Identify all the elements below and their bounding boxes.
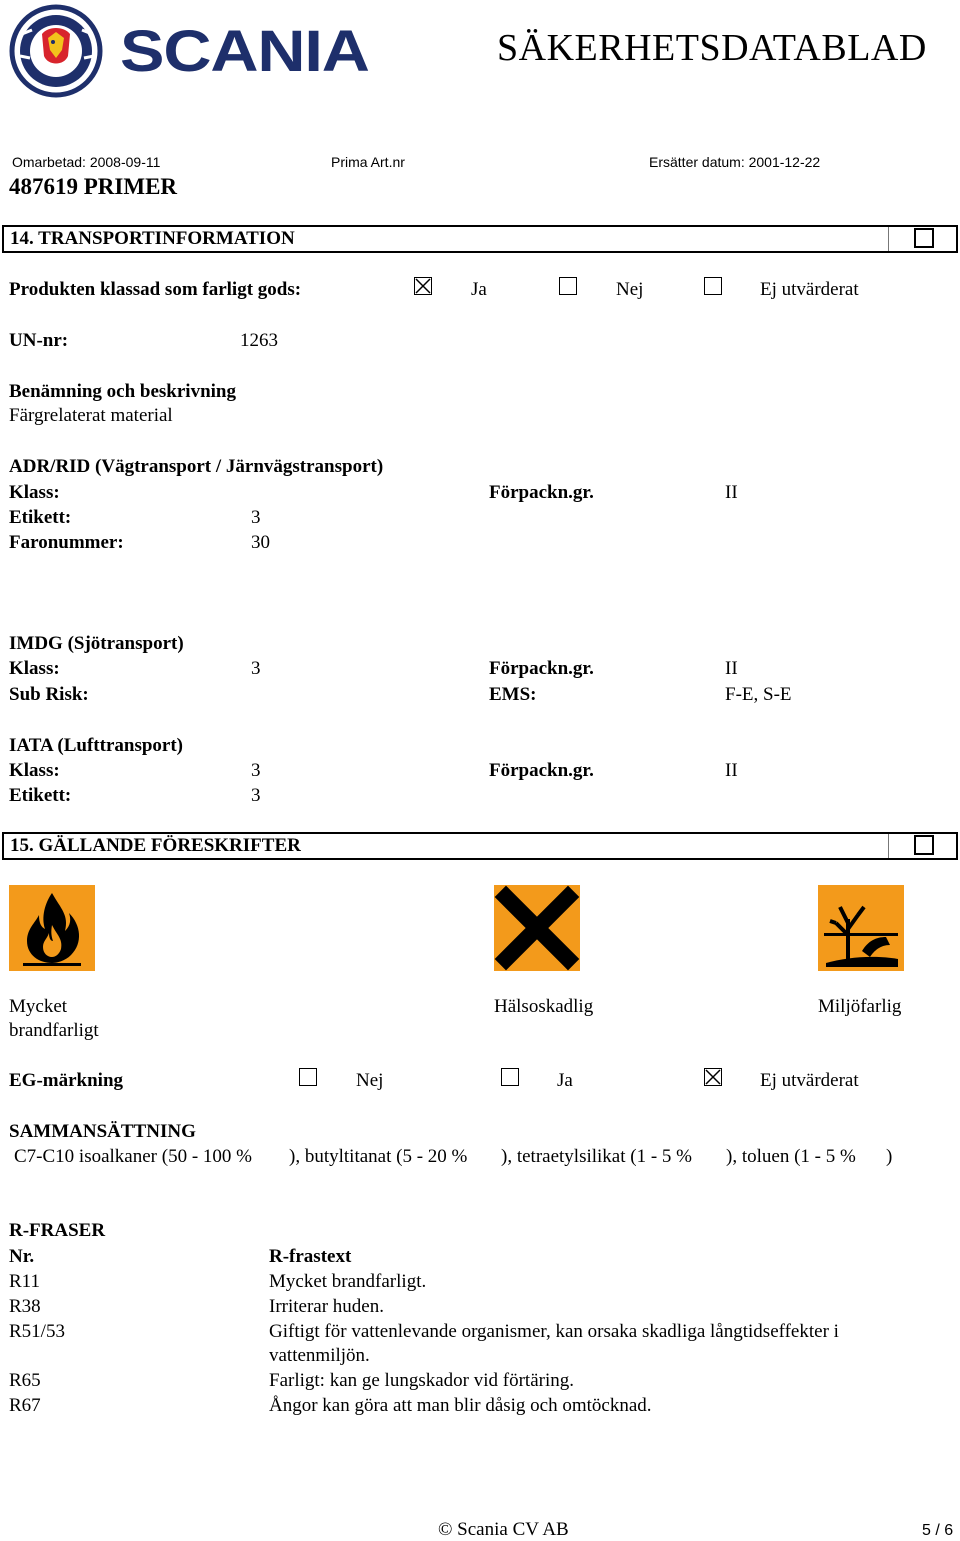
adr-hazard-number-label: Faronummer: — [9, 532, 124, 553]
flame-icon — [9, 885, 95, 971]
cross-icon — [494, 885, 580, 971]
description-heading: Benämning och beskrivning — [9, 381, 236, 402]
imdg-ems-label: EMS: — [489, 684, 537, 705]
adr-label-value: 3 — [251, 507, 261, 528]
check-x-icon — [705, 1069, 721, 1085]
eg-not-evaluated-checkbox-checked — [704, 1068, 722, 1086]
composition-part: ), toluen (1 - 5 % — [726, 1146, 856, 1167]
r-col-text: R-frastext — [269, 1246, 352, 1267]
r-col-nr: Nr. — [9, 1246, 35, 1267]
section-14-header — [2, 225, 958, 253]
no-checkbox — [559, 277, 577, 295]
un-number-label: UN-nr: — [9, 330, 69, 351]
iata-class-value: 3 — [251, 760, 261, 781]
section-checkbox — [914, 835, 934, 855]
section-15-title: 15. GÄLLANDE FÖRESKRIFTER — [10, 835, 301, 856]
r-phrase-text: Irriterar huden. — [269, 1296, 384, 1317]
r-phrase-text: Ångor kan göra att man blir dåsig och omtöcknad. — [269, 1395, 652, 1416]
r-phrase-nr: R11 — [9, 1271, 40, 1292]
r-phrases-heading: R-FRASER — [9, 1220, 106, 1241]
imdg-ems-value: F-E, S-E — [725, 684, 792, 705]
divider — [888, 227, 889, 251]
option-no: Nej — [616, 279, 644, 300]
adr-heading: ADR/RID (Vägtransport / Järnvägstransport) — [9, 456, 384, 477]
imdg-subrisk-label: Sub Risk: — [9, 684, 89, 705]
flammable-label-line2: brandfarligt — [9, 1020, 99, 1041]
r-phrase-text: Mycket brandfarligt. — [269, 1271, 427, 1292]
imdg-class-value: 3 — [251, 658, 261, 679]
imdg-packing-group-label: Förpackn.gr. — [489, 658, 594, 679]
page-number: 5 / 6 — [922, 1522, 954, 1539]
eg-option-no: Nej — [356, 1070, 384, 1091]
eg-no-checkbox — [299, 1068, 317, 1086]
un-number-value: 1263 — [240, 330, 278, 351]
footer-copyright: © Scania CV AB — [438, 1519, 569, 1540]
description-value: Färgrelaterat material — [9, 405, 173, 426]
iata-label-value: 3 — [251, 785, 261, 806]
composition-part: ), butyltitanat (5 - 20 % — [289, 1146, 468, 1167]
imdg-heading: IMDG (Sjötransport) — [9, 633, 184, 654]
composition-part: C7-C10 isoalkaner (50 - 100 % — [14, 1146, 252, 1167]
check-x-icon — [415, 278, 431, 294]
brand-wordmark: SCANIA — [120, 19, 369, 84]
composition-part: ), tetraetylsilikat (1 - 5 % — [501, 1146, 692, 1167]
flammable-label-line1: Mycket — [9, 996, 68, 1017]
iata-packing-group-value: II — [725, 760, 738, 781]
adr-packing-group-value: II — [725, 482, 738, 503]
section-14-title: 14. TRANSPORTINFORMATION — [10, 228, 295, 249]
r-phrase-text: Giftigt för vattenlevande organismer, kan orsaka skadliga långtidseffekter i — [269, 1321, 839, 1342]
iata-label-label: Etikett: — [9, 785, 72, 806]
product-name: 487619 PRIMER — [9, 174, 178, 199]
adr-hazard-number-value: 30 — [251, 532, 270, 553]
environment-label: Miljöfarlig — [818, 996, 902, 1017]
dangerous-goods-label: Produkten klassad som farligt gods: — [9, 279, 302, 300]
section-checkbox — [914, 228, 934, 248]
eg-marking-label: EG-märkning — [9, 1070, 124, 1091]
composition-heading: SAMMANSÄTTNING — [9, 1121, 196, 1142]
option-not-evaluated: Ej utvärderat — [760, 279, 859, 300]
eg-option-yes: Ja — [557, 1070, 573, 1091]
section-15-header — [2, 832, 958, 860]
yes-checkbox-checked — [414, 277, 432, 295]
r-phrase-text: Farligt: kan ge lungskador vid förtäring. — [269, 1370, 574, 1391]
iata-packing-group-label: Förpackn.gr. — [489, 760, 594, 781]
divider — [888, 834, 889, 858]
article-number: Prima Art.nr — [331, 154, 405, 170]
harmful-label: Hälsoskadlig — [494, 996, 594, 1017]
environment-icon — [818, 885, 904, 971]
option-yes: Ja — [471, 279, 487, 300]
r-phrase-nr: R51/53 — [9, 1321, 65, 1342]
scania-griffin-logo — [8, 4, 108, 99]
revised-date: Omarbetad: 2008-09-11 — [12, 154, 161, 170]
replaces-date: Ersätter datum: 2001-12-22 — [649, 154, 821, 170]
not-evaluated-checkbox — [704, 277, 722, 295]
iata-class-label: Klass: — [9, 760, 60, 781]
imdg-packing-group-value: II — [725, 658, 738, 679]
eg-yes-checkbox — [501, 1068, 519, 1086]
adr-packing-group-label: Förpackn.gr. — [489, 482, 594, 503]
composition-part: ) — [886, 1146, 893, 1167]
adr-label-label: Etikett: — [9, 507, 72, 528]
adr-class-label: Klass: — [9, 482, 60, 503]
r-phrase-nr: R38 — [9, 1296, 41, 1317]
imdg-class-label: Klass: — [9, 658, 60, 679]
r-phrase-text-continued: vattenmiljön. — [269, 1345, 370, 1366]
iata-heading: IATA (Lufttransport) — [9, 735, 183, 756]
eg-option-not-evaluated: Ej utvärderat — [760, 1070, 859, 1091]
r-phrase-nr: R65 — [9, 1370, 41, 1391]
document-title: SÄKERHETSDATABLAD — [497, 27, 927, 69]
r-phrase-nr: R67 — [9, 1395, 41, 1416]
